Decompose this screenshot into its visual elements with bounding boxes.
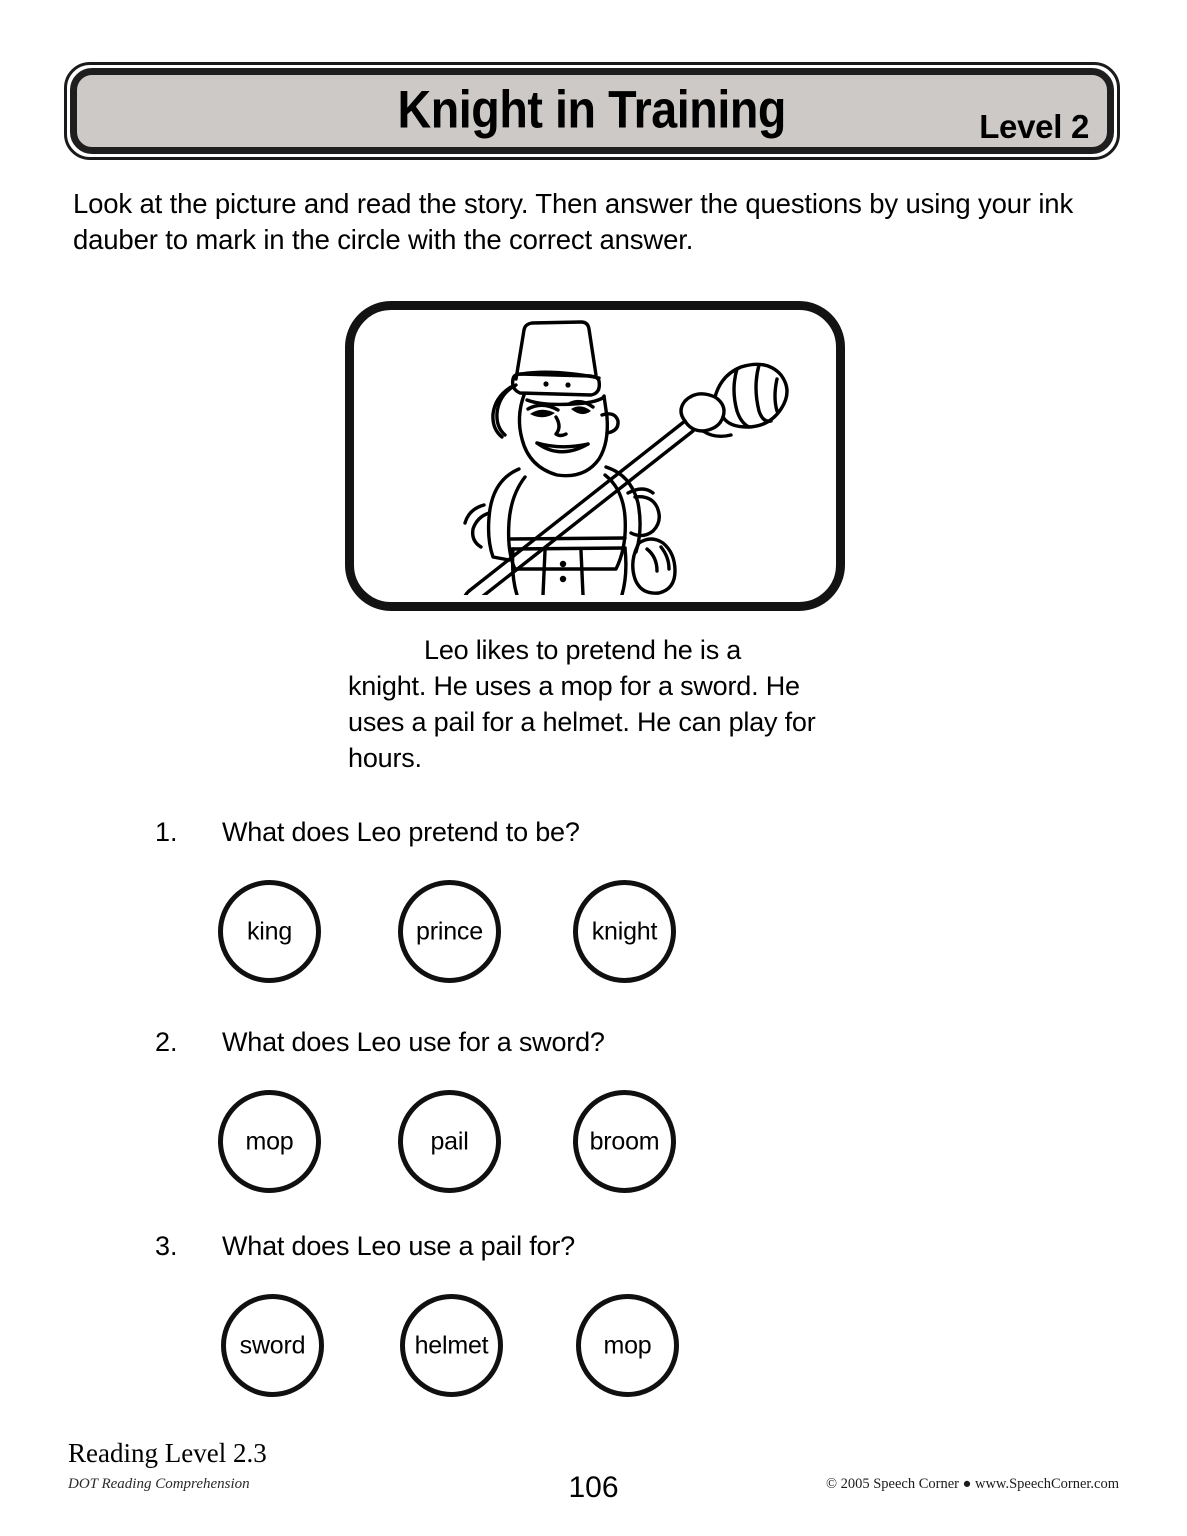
question-2-options: [0, 1068, 1187, 1188]
answer-bubble[interactable]: [573, 880, 676, 983]
answer-bubble[interactable]: [218, 880, 321, 983]
story-text: Leo likes to pretend he is a knight. He uses a mop for a sword. He uses a pail for a helmet. He can play for hours.: [348, 635, 816, 773]
answer-bubble[interactable]: [398, 880, 501, 983]
reading-level-label: Reading Level 2.3: [68, 1438, 267, 1468]
boy-with-pail-helmet-and-mop-icon: [385, 317, 805, 595]
question-1-number: 1.: [155, 817, 178, 847]
answer-bubble-label: sword: [239, 1331, 306, 1359]
answer-bubble[interactable]: [573, 1090, 676, 1193]
question-3-number: 3.: [155, 1231, 178, 1261]
answer-bubble[interactable]: [398, 1090, 501, 1193]
answer-bubble-label: helmet: [414, 1331, 489, 1359]
answer-bubble[interactable]: [221, 1294, 324, 1397]
question-2: [0, 1028, 1187, 1188]
question-3-options: [0, 1272, 1187, 1392]
question-1-text: What does Leo pretend to be?: [222, 817, 580, 847]
copyright-notice: © 2005 Speech Corner ● www.SpeechCorner.com: [825, 1476, 1119, 1492]
answer-bubble-label: king: [246, 917, 293, 945]
question-3-row: [0, 1232, 1187, 1272]
question-2-text: What does Leo use for a sword?: [222, 1027, 605, 1057]
title-banner: [64, 62, 1120, 160]
answer-bubble-label: broom: [589, 1127, 660, 1155]
instructions-text: Look at the picture and read the story. Then answer the questions by using your ink dauber to mark in the circle with the correct answer.: [73, 188, 1074, 256]
level-badge: Level 2: [979, 108, 1089, 145]
answer-bubble[interactable]: [400, 1294, 503, 1397]
illustration-frame: [345, 301, 845, 611]
question-2-number: 2.: [155, 1027, 178, 1057]
question-1: [0, 818, 1187, 978]
page-number: 106: [568, 1471, 619, 1504]
series-label: DOT Reading Comprehension: [68, 1476, 250, 1492]
answer-bubble-label: pail: [430, 1127, 469, 1155]
answer-bubble[interactable]: [218, 1090, 321, 1193]
question-2-row: [0, 1028, 1187, 1068]
answer-bubble-label: prince: [416, 917, 483, 945]
page-title: Knight in Training: [397, 80, 787, 140]
answer-bubble-label: mop: [245, 1127, 294, 1155]
question-1-options: [0, 858, 1187, 978]
answer-bubble-label: knight: [591, 917, 658, 945]
question-3-text: What does Leo use a pail for?: [222, 1231, 575, 1261]
answer-bubble-label: mop: [603, 1331, 652, 1359]
question-3: [0, 1232, 1187, 1392]
title-banner-inner: [70, 68, 1114, 154]
question-1-row: [0, 818, 1187, 858]
answer-bubble[interactable]: [576, 1294, 679, 1397]
